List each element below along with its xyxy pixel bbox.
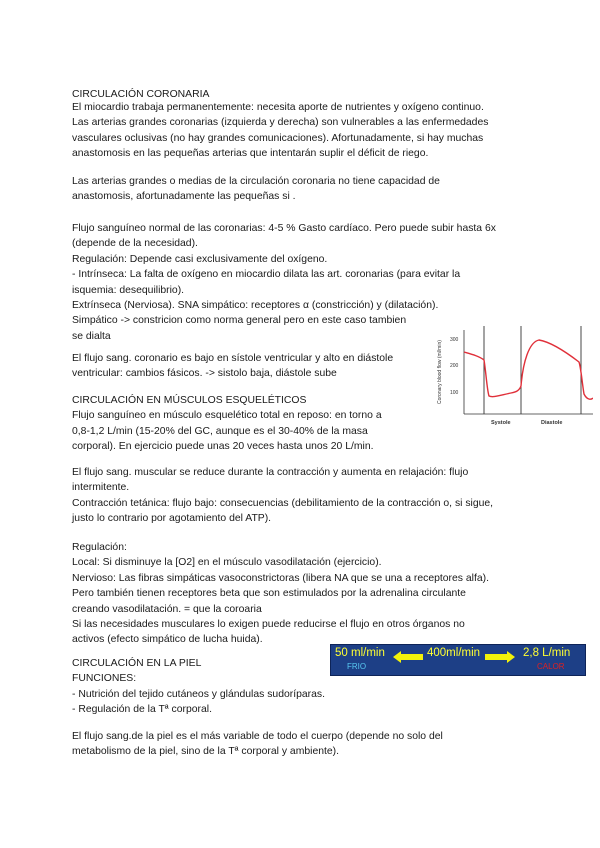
text-line: Si las necesidades musculares lo exigen puede reducirse el flujo en otros órganos no xyxy=(72,619,465,630)
text-line: Nervioso: Las fibras simpáticas vasoconstrictoras (libera NA que se una a receptores alfa). xyxy=(72,572,489,584)
coronary-flow-line xyxy=(464,340,593,399)
text-line: Regulación: Depende casi exclusivamente del oxígeno. xyxy=(72,253,328,265)
figure-xlabel-diastole: Diastole xyxy=(541,420,563,426)
text-line: Regulación: xyxy=(72,542,127,553)
section-heading: CIRCULACIÓN CORONARIA xyxy=(72,89,210,100)
text-line: se dialta xyxy=(72,330,111,342)
skin-flow-banner xyxy=(330,644,586,676)
figure-ylabel: Coronary blood flow (ml/min) xyxy=(437,340,443,404)
text-line: Pero también tienen receptores beta que son estimulados por la adrenalina circulante xyxy=(72,588,466,600)
text-line: Contracción tetánica: flujo bajo: consecuencias (debilitamiento de la contracción o, si sigue, xyxy=(72,497,494,509)
text-line: FUNCIONES: xyxy=(72,673,137,685)
right-arrow-icon xyxy=(485,651,515,663)
section-heading: CIRCULACIÓN EN MÚSCULOS ESQUELÉTICOS xyxy=(72,395,307,406)
figure-ytick: 300 xyxy=(450,337,459,343)
text-line: Flujo sanguíneo en músculo esquelético total en reposo: en torno a xyxy=(72,410,382,422)
neutral-flow-value: 400ml/min xyxy=(427,647,481,659)
cold-label: FRIO xyxy=(347,662,367,671)
text-line: intermitente. xyxy=(72,482,130,494)
text-line: Extrínseca (Nerviosa). SNA simpático: receptores α (constricción) y (dilatación). xyxy=(72,300,439,311)
text-line: ventricular: cambios fásicos. -> sistolo baja, diástole sube xyxy=(72,368,337,380)
text-line: anastomosis en las pequeñas arterias que intentarán suplir el déficit de riego. xyxy=(72,148,429,160)
text-line: - Regulación de la Tª corporal. xyxy=(72,704,212,716)
text-line: Las arterias grandes o medias de la circulación coronaria no tiene capacidad de xyxy=(72,176,440,187)
figure-xlabel-systole: Systole xyxy=(491,420,511,426)
text-line: corporal). En ejercicio puede unas 20 veces hasta unos 20 L/min. xyxy=(72,441,374,453)
text-line: isquemia: desequilibrio). xyxy=(72,284,185,296)
heat-label: CALOR xyxy=(537,662,565,671)
text-line: anastomosis, afortunadamente las pequeñas si . xyxy=(72,191,296,203)
text-line: - Intrínseca: La falta de oxígeno en miocardio dilata las art. coronarias (para evitar la xyxy=(72,269,461,281)
text-line: El flujo sang.de la piel es el más variable de todo el cuerpo (depende no solo del xyxy=(72,731,443,742)
text-line: Simpático -> constricion como norma general pero en este caso tambien xyxy=(72,315,407,327)
text-line: activos (efecto simpático de lucha huida). xyxy=(72,634,263,646)
text-line: creando vasodilatación. = que la coroaria xyxy=(72,603,262,615)
text-line: Flujo sanguíneo normal de las coronarias: 4-5 % Gasto cardíaco. Pero puede subir hasta 6x xyxy=(72,223,496,234)
text-line: El flujo sang. coronario es bajo en sístole ventricular y alto en diástole xyxy=(72,353,394,364)
text-line: vasculares oclusivas (no hay grandes comunicaciones). Afortunadamente, si hay muchas xyxy=(72,132,484,144)
text-line: El flujo sang. muscular se reduce durante la contracción y aumenta en relajación: flujo xyxy=(72,467,469,478)
text-line: El miocardio trabaja permanentemente: necesita aporte de nutrientes y oxígeno continuo. xyxy=(72,102,484,113)
section-heading: CIRCULACIÓN EN LA PIEL xyxy=(72,658,202,669)
coronary-flow-figure xyxy=(431,322,593,430)
text-line: metabolismo de la piel, sino de la Tª corporal y ambiente). xyxy=(72,746,340,758)
left-arrow-icon xyxy=(393,651,423,663)
text-line: 0,8-1,2 L/min (15-20% del GC, aunque es el 30-40% de la masa xyxy=(72,425,368,437)
heat-flow-value: 2,8 L/min xyxy=(523,647,571,659)
text-line: Las arterias grandes coronarias (izquierda y derecha) son vulnerables a las enfermedades xyxy=(72,117,489,129)
text-line: - Nutrición del tejido cutáneos y glándulas sudoríparas. xyxy=(72,688,325,700)
text-line: (depende de la necesidad). xyxy=(72,238,198,250)
figure-ytick: 200 xyxy=(450,363,459,369)
figure-ytick: 100 xyxy=(450,390,459,396)
text-line: Local: Si disminuye la [O2] en el músculo vasodilatación (ejercicio). xyxy=(72,557,382,569)
cold-flow-value: 50 ml/min xyxy=(335,647,385,659)
text-line: justo lo contrario por agotamiento del ATP). xyxy=(72,513,272,525)
